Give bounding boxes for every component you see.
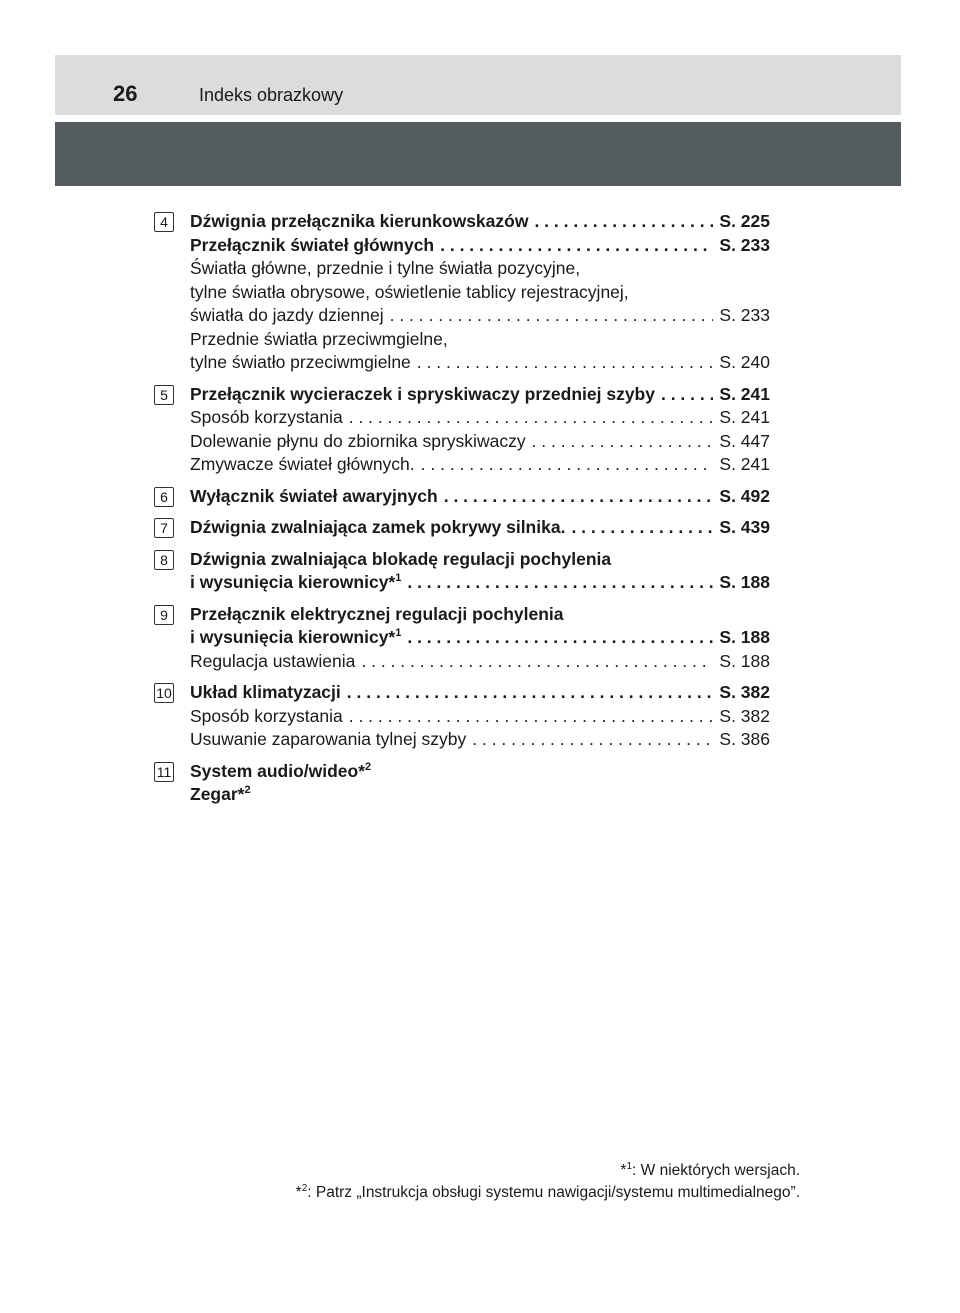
entry-text: i wysunięcia kierownicy*$^1$ xyxy=(190,627,402,647)
item-number-badge: 6 xyxy=(154,487,174,507)
index-subline xyxy=(190,281,770,305)
index-subline xyxy=(190,705,770,729)
entry-text: System audio/wideo*$^2$ xyxy=(190,760,372,781)
leader-dots xyxy=(571,516,713,540)
page-reference: S. 492 xyxy=(719,485,770,506)
page-reference: S. 386 xyxy=(719,729,770,749)
leader-dots xyxy=(661,383,713,407)
entry-text: światła do jazdy dziennej xyxy=(190,305,384,325)
page-reference: S. 447 xyxy=(719,430,770,451)
item-number-badge: 8 xyxy=(154,550,174,570)
index-entry xyxy=(150,383,770,477)
index-subline xyxy=(190,650,770,674)
index-heading-line xyxy=(190,783,770,807)
entry-text: Regulacja ustawienia xyxy=(190,650,356,671)
leader-dots xyxy=(347,681,714,705)
index-subline xyxy=(190,304,770,328)
index-subline xyxy=(190,406,770,430)
entry-text: i wysunięcia kierownicy*$^1$ xyxy=(190,572,402,592)
page-reference: S. 382 xyxy=(719,682,770,702)
index-entry xyxy=(150,485,770,509)
section-title: Indeks obrazkowy xyxy=(199,85,344,105)
index-subline xyxy=(190,453,770,477)
page-reference: S. 241 xyxy=(719,383,770,404)
entry-text: Przełącznik świateł głównych xyxy=(190,234,435,255)
entry-text: Światła główne, przednie i tylne światła pozycyjne, xyxy=(190,258,581,278)
entry-text: Dźwignia zwalniająca zamek pokrywy silnika. xyxy=(190,517,566,537)
footnote-ref: 2 xyxy=(244,784,251,796)
footnote: *$^1$: W niektórych wersjach. xyxy=(620,1161,800,1179)
entry-text: Przełącznik wycieraczek i spryskiwaczy przedniej szyby xyxy=(190,383,655,404)
entry-text: Sposób korzystania xyxy=(190,407,343,427)
item-number-badge: 4 xyxy=(154,212,174,232)
index-heading-line xyxy=(190,603,770,627)
entry-text: Dźwignia przełącznika kierunkowskazów xyxy=(190,211,529,231)
entry-text: Przednie światła przeciwmgielne, xyxy=(190,328,448,349)
index-heading-line xyxy=(190,760,770,784)
page-reference: S. 241 xyxy=(719,407,770,427)
footnote-ref: 2 xyxy=(365,760,372,773)
dark-band xyxy=(55,122,901,186)
footnote-ref: 1 xyxy=(395,627,402,639)
page-reference: S. 240 xyxy=(719,352,770,372)
leader-dots xyxy=(361,650,713,674)
page-reference: S. 188 xyxy=(719,572,770,592)
index-heading-line xyxy=(190,548,770,572)
index-subline xyxy=(190,328,770,352)
leader-dots xyxy=(444,485,714,509)
page-reference: S. 188 xyxy=(719,627,770,647)
entry-text: Dolewanie płynu do zbiornika spryskiwaczy xyxy=(190,430,526,451)
item-number-badge: 7 xyxy=(154,518,174,538)
index-entry xyxy=(150,760,770,807)
index-subline xyxy=(190,351,770,375)
entry-text: Sposób korzystania xyxy=(190,705,343,726)
index-heading-line xyxy=(190,210,770,234)
page-reference: S. 382 xyxy=(719,705,770,726)
index-entry xyxy=(150,210,770,375)
leader-dots xyxy=(407,571,713,595)
entry-text: Układ klimatyzacji xyxy=(190,682,341,702)
page-reference: S. 439 xyxy=(719,517,770,537)
entry-text: Wyłącznik świateł awaryjnych xyxy=(190,485,438,506)
index-subline xyxy=(190,728,770,752)
index-heading-line xyxy=(190,234,770,258)
leader-dots xyxy=(532,430,714,454)
index-entry xyxy=(150,548,770,595)
index-entry xyxy=(150,681,770,752)
entry-text: Zmywacze świateł głównych. xyxy=(190,454,415,474)
leader-dots xyxy=(472,728,713,752)
leader-dots xyxy=(349,406,714,430)
page-reference: S. 233 xyxy=(719,305,770,325)
index-heading-line xyxy=(190,681,770,705)
index-heading-line xyxy=(190,516,770,540)
item-number-badge: 11 xyxy=(154,762,174,782)
item-number-badge: 5 xyxy=(154,385,174,405)
index-heading-line xyxy=(190,626,770,650)
leader-dots xyxy=(417,351,714,375)
entry-text: tylne światła obrysowe, oświetlenie tablicy rejestracyjnej, xyxy=(190,281,629,302)
page-reference: S. 188 xyxy=(719,650,770,671)
leader-dots xyxy=(534,210,713,234)
entry-text: Usuwanie zaparowania tylnej szyby xyxy=(190,729,467,749)
page-reference: S. 225 xyxy=(719,211,770,231)
index-subline xyxy=(190,430,770,454)
index-heading-line xyxy=(190,571,770,595)
entry-text: Przełącznik elektrycznej regulacji pochylenia xyxy=(190,603,564,624)
leader-dots xyxy=(421,453,714,477)
entry-text: Zegar*$^2$ xyxy=(190,784,251,804)
page-reference: S. 233 xyxy=(719,234,770,255)
index-list xyxy=(150,210,770,815)
header-band xyxy=(55,55,901,115)
index-heading-line xyxy=(190,485,770,509)
item-number-badge: 10 xyxy=(154,683,174,703)
entry-text: tylne światło przeciwmgielne xyxy=(190,352,411,372)
item-number-badge: 9 xyxy=(154,605,174,625)
entry-text: Dźwignia zwalniająca blokadę regulacji pochylenia xyxy=(190,548,612,569)
index-entry xyxy=(150,603,770,674)
footnote-ref: 1 xyxy=(395,572,402,584)
footnote: *$^2$: Patrz „Instrukcja obsługi systemu nawigacji/systemu multimedialnego”. xyxy=(295,1183,800,1201)
page-reference: S. 241 xyxy=(719,454,770,474)
footnotes xyxy=(296,1160,800,1204)
leader-dots xyxy=(407,626,713,650)
leader-dots xyxy=(440,234,713,258)
page-number: 26 xyxy=(113,81,138,106)
leader-dots xyxy=(390,304,714,328)
index-entry xyxy=(150,516,770,540)
leader-dots xyxy=(349,705,714,729)
index-heading-line xyxy=(190,383,770,407)
index-subline xyxy=(190,257,770,281)
